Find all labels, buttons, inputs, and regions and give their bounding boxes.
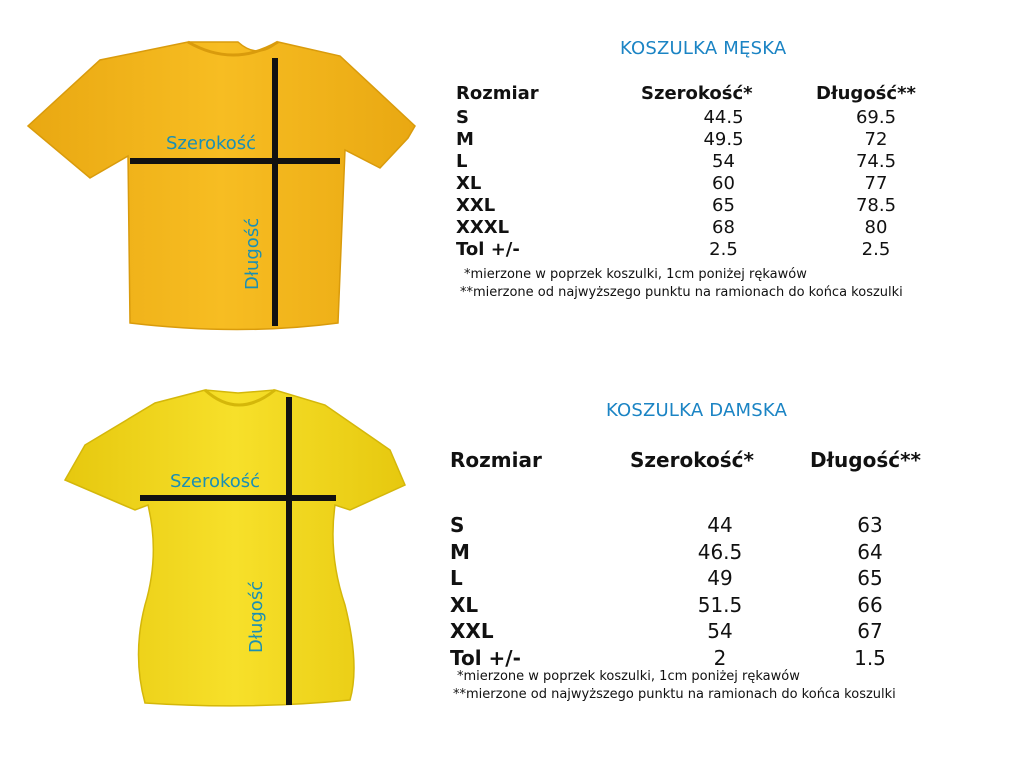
women-section-title: KOSZULKA DAMSKA (606, 400, 788, 421)
men-header-length: Długość** (816, 82, 916, 104)
men-length-cell: 80 (864, 216, 888, 238)
men-length-cell: 2.5 (861, 238, 891, 260)
women-header-width: Szerokość* (630, 448, 754, 472)
women-size-table (450, 446, 930, 671)
men-width-cell: 68 (712, 216, 735, 238)
table-row (450, 512, 930, 539)
women-size-cell: M (450, 539, 470, 564)
men-length-line (272, 58, 278, 326)
women-length-cell: 63 (857, 513, 883, 538)
men-width-cell: 49.5 (703, 128, 744, 150)
women-length-cell: 67 (857, 619, 883, 644)
spacer-cell (450, 474, 930, 512)
table-row (456, 128, 936, 150)
women-width-cell: 2 (713, 645, 727, 670)
women-table-header-row (450, 446, 930, 474)
women-size-cell: L (450, 566, 463, 591)
men-size-cell: M (456, 128, 474, 150)
men-size-cell: L (456, 150, 468, 172)
table-row (456, 172, 936, 194)
women-tshirt-illustration (60, 385, 420, 715)
women-size-cell: XL (450, 592, 479, 617)
women-size-cell: Tol +/- (450, 645, 521, 670)
women-width-cell: 49 (707, 566, 733, 591)
women-width-cell: 54 (707, 619, 733, 644)
men-length-cell: 72 (864, 128, 888, 150)
men-size-cell: S (456, 106, 469, 128)
men-note-width: *mierzone w poprzek koszulki, 1cm poniżej rękawów (464, 267, 807, 282)
women-length-cell: 66 (857, 592, 883, 617)
women-footnotes (453, 668, 896, 704)
women-header-length: Długość** (810, 448, 921, 472)
women-tshirt-graphic (60, 385, 420, 715)
men-width-cell: 2.5 (709, 238, 738, 260)
men-note-length: **mierzone od najwyższego punktu na ramionach do końca koszulki (460, 285, 903, 300)
men-length-cell: 74.5 (855, 150, 897, 172)
men-size-cell: Tol +/- (456, 238, 520, 260)
men-footnotes (460, 266, 903, 302)
men-tshirt-graphic (20, 38, 440, 338)
men-length-cell: 78.5 (855, 194, 897, 216)
men-length-label: Długość (242, 217, 263, 290)
women-width-cell: 44 (707, 513, 733, 538)
men-width-line (130, 158, 340, 164)
women-width-line (140, 495, 336, 501)
table-row (456, 150, 936, 172)
table-row (456, 216, 936, 238)
women-width-cell: 51.5 (697, 592, 743, 617)
women-length-label: Długość (246, 580, 267, 653)
women-length-cell: 65 (857, 566, 883, 591)
men-header-size: Rozmiar (456, 82, 539, 104)
men-width-cell: 54 (712, 150, 735, 172)
women-length-cell: 64 (857, 539, 883, 564)
men-width-cell: 65 (712, 194, 735, 216)
table-row (456, 238, 936, 260)
men-section-title: KOSZULKA MĘSKA (620, 38, 787, 59)
men-tshirt-body (28, 42, 415, 330)
men-size-table (456, 80, 936, 260)
women-size-cell: XXL (450, 619, 494, 644)
men-table-header-row (456, 80, 936, 106)
men-width-cell: 44.5 (703, 106, 744, 128)
women-length-cell: 1.5 (854, 645, 886, 670)
women-size-cell: S (450, 513, 465, 538)
men-size-cell: XXL (456, 194, 496, 216)
table-row (450, 565, 930, 592)
table-row (450, 592, 930, 619)
women-length-line (286, 397, 292, 705)
women-width-label: Szerokość (170, 471, 261, 492)
men-tshirt-illustration (20, 38, 440, 338)
women-width-cell: 46.5 (697, 539, 743, 564)
table-row (456, 194, 936, 216)
table-spacer-row (450, 474, 930, 512)
table-row (450, 539, 930, 566)
men-length-cell: 77 (864, 172, 888, 194)
men-size-cell: XL (456, 172, 482, 194)
women-note-length: **mierzone od najwyższego punktu na ramionach do końca koszulki (453, 687, 896, 702)
women-tshirt-body (65, 390, 405, 706)
women-note-width: *mierzone w poprzek koszulki, 1cm poniżej rękawów (457, 669, 800, 684)
table-row (450, 618, 930, 645)
table-row (456, 106, 936, 128)
men-size-cell: XXXL (456, 216, 510, 238)
men-width-cell: 60 (712, 172, 735, 194)
men-header-width: Szerokość* (641, 82, 753, 104)
men-length-cell: 69.5 (855, 106, 897, 128)
women-header-size: Rozmiar (450, 448, 542, 472)
men-width-label: Szerokość (166, 133, 257, 154)
